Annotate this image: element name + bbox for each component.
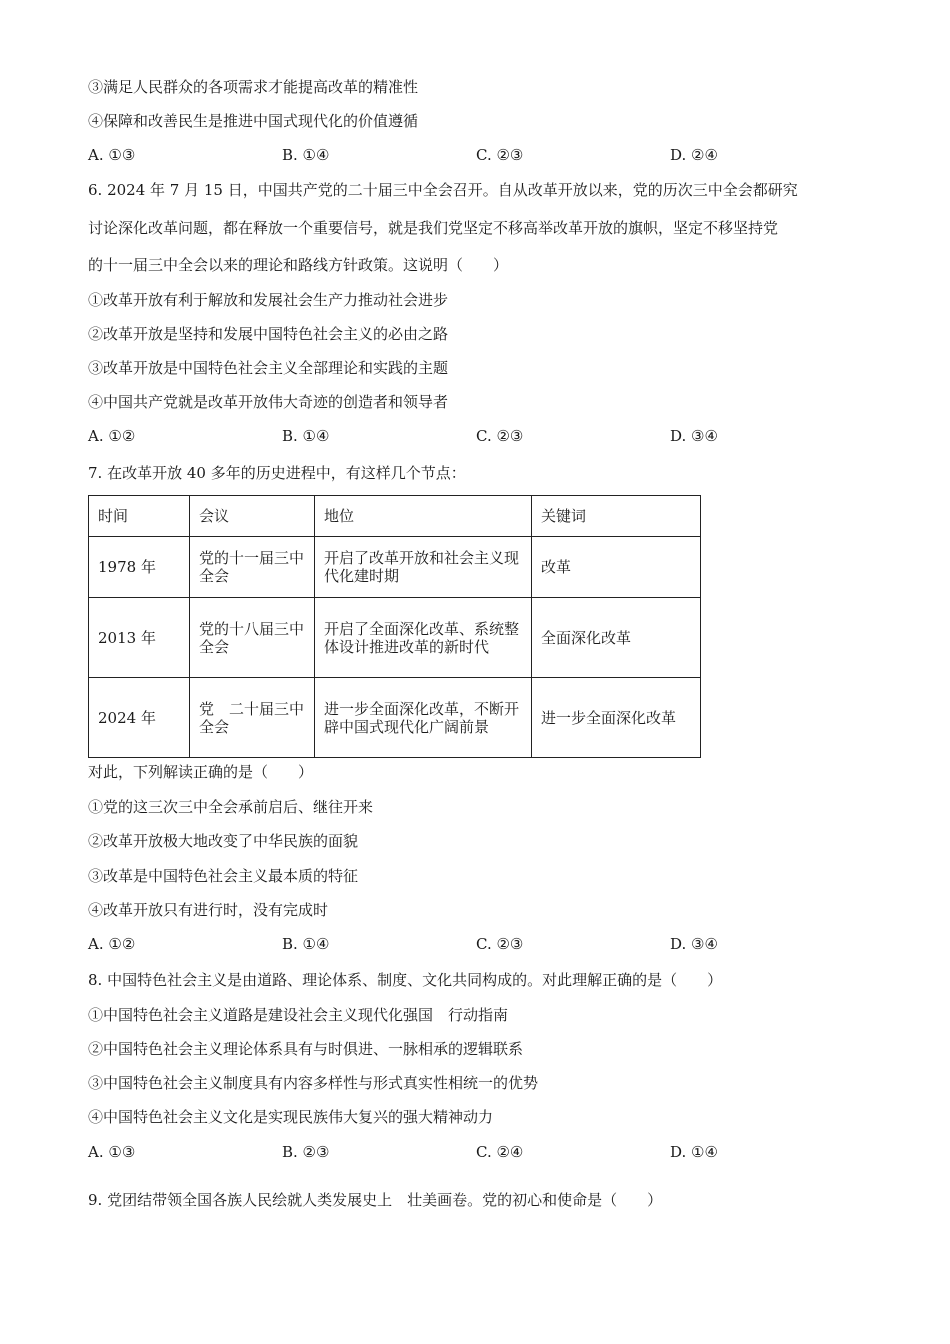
q5-options	[88, 145, 848, 165]
table-row	[89, 598, 701, 678]
table-cell: 2013 年	[89, 598, 190, 678]
q8-option-b[interactable]: B. ②③	[282, 1143, 330, 1161]
q7-options	[88, 934, 848, 954]
q5-item-4: ④保障和改善民生是推进中国式现代化的价值遵循	[88, 112, 419, 130]
q5-option-d[interactable]: D. ②④	[670, 146, 718, 164]
q6-option-a[interactable]: A. ①②	[88, 427, 136, 445]
table-cell: 党 二十届三中全会	[190, 678, 315, 758]
q7-stem: 7. 在改革开放 40 多年的历史进程中，有这样几个节点：	[88, 464, 466, 482]
q6-options	[88, 426, 848, 446]
q6-stem-line-3: 的十一届三中全会以来的理论和路线方针政策。这说明（ ）	[88, 256, 509, 274]
q6-stem-line-2: 讨论深化改革问题，都在释放一个重要信号，就是我们党坚定不移高举改革开放的旗帜，坚定不移坚持党	[88, 219, 779, 237]
q5-option-a[interactable]: A. ①③	[88, 146, 136, 164]
table-cell: 1978 年	[89, 537, 190, 598]
q8-item-4: ④中国特色社会主义文化是实现民族伟大复兴的强大精神动力	[88, 1108, 494, 1126]
q6-option-d[interactable]: D. ③④	[670, 427, 718, 445]
table-header-row	[89, 496, 701, 537]
q8-item-3: ③中国特色社会主义制度具有内容多样性与形式真实性相统一的优势	[88, 1074, 539, 1092]
table-cell: 全面深化改革	[532, 598, 701, 678]
table-cell: 改革	[532, 537, 701, 598]
q6-option-c[interactable]: C. ②③	[476, 427, 524, 445]
q6-stem-line-1: 6. 2024 年 7 月 15 日，中国共产党的二十届三中全会召开。自从改革开放以来，党的历次三中全会都研究	[88, 181, 798, 199]
q5-item-3: ③满足人民群众的各项需求才能提高改革的精准性	[88, 78, 419, 96]
table-header-cell: 关键词	[532, 496, 701, 537]
q5-option-c[interactable]: C. ②③	[476, 146, 524, 164]
q7-item-3: ③改革是中国特色社会主义最本质的特征	[88, 867, 359, 885]
table-cell: 党的十八届三中全会	[190, 598, 315, 678]
q6-item-2: ②改革开放是坚持和发展中国特色社会主义的必由之路	[88, 325, 449, 343]
table-cell: 党的十一届三中全会	[190, 537, 315, 598]
q8-item-1: ①中国特色社会主义道路是建设社会主义现代化强国 行动指南	[88, 1006, 509, 1024]
q7-nodes-table	[88, 495, 701, 758]
q7-item-1: ①党的这三次三中全会承前启后、继往开来	[88, 798, 374, 816]
q8-item-2: ②中国特色社会主义理论体系具有与时俱进、一脉相承的逻辑联系	[88, 1040, 524, 1058]
q6-item-4: ④中国共产党就是改革开放伟大奇迹的创造者和领导者	[88, 393, 449, 411]
q6-item-1: ①改革开放有利于解放和发展社会生产力推动社会进步	[88, 291, 449, 309]
q7-prompt: 对此，下列解读正确的是（ ）	[88, 763, 314, 781]
table-row	[89, 678, 701, 758]
q7-item-2: ②改革开放极大地改变了中华民族的面貌	[88, 832, 359, 850]
table-cell: 进一步全面深化改革	[532, 678, 701, 758]
q9-stem: 9. 党团结带领全国各族人民绘就人类发展史上 壮美画卷。党的初心和使命是（ ）	[88, 1191, 663, 1209]
q7-option-d[interactable]: D. ③④	[670, 935, 718, 953]
table-cell: 进一步全面深化改革，不断开辟中国式现代化广阔前景	[315, 678, 532, 758]
table-cell: 开启了改革开放和社会主义现代化建时期	[315, 537, 532, 598]
q8-option-d[interactable]: D. ①④	[670, 1143, 718, 1161]
q6-option-b[interactable]: B. ①④	[282, 427, 330, 445]
q8-option-a[interactable]: A. ①③	[88, 1143, 136, 1161]
q8-option-c[interactable]: C. ②④	[476, 1143, 524, 1161]
table-header-cell: 会议	[190, 496, 315, 537]
table-cell: 开启了全面深化改革、系统整体设计推进改革的新时代	[315, 598, 532, 678]
q7-option-b[interactable]: B. ①④	[282, 935, 330, 953]
q5-option-b[interactable]: B. ①④	[282, 146, 330, 164]
q8-stem: 8. 中国特色社会主义是由道路、理论体系、制度、文化共同构成的。对此理解正确的是（ ）	[88, 971, 723, 989]
q6-item-3: ③改革开放是中国特色社会主义全部理论和实践的主题	[88, 359, 449, 377]
q8-options	[88, 1142, 848, 1162]
table-header-cell: 地位	[315, 496, 532, 537]
q7-option-c[interactable]: C. ②③	[476, 935, 524, 953]
table-row	[89, 537, 701, 598]
q7-option-a[interactable]: A. ①②	[88, 935, 136, 953]
q7-item-4: ④改革开放只有进行时，没有完成时	[88, 901, 329, 919]
table-cell: 2024 年	[89, 678, 190, 758]
table-header-cell: 时间	[89, 496, 190, 537]
